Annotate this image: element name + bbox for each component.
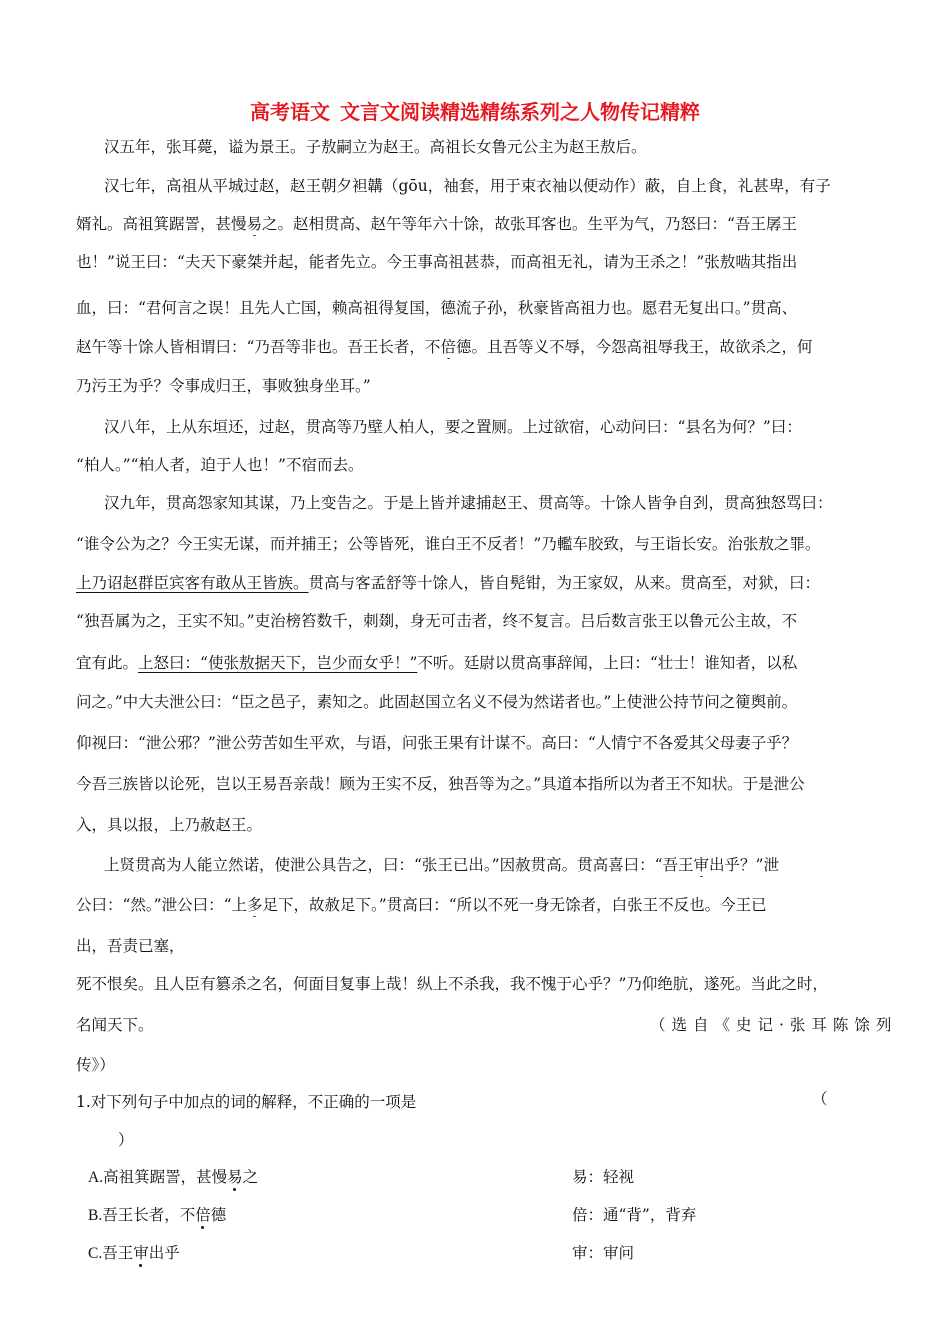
answer-paren-close: ） — [118, 1131, 134, 1149]
passage-line: 血，曰：“君何言之误！且先人亡国，赖高祖得复国，德流子孙，秋豪皆高祖力也。愿君无复出口。”贯高、 — [76, 299, 798, 317]
option-c: C.吾王审出乎 — [88, 1244, 180, 1262]
option-b-explanation: 倍：通“背”，背弃 — [572, 1206, 697, 1224]
passage-line: 死不恨矣。且人臣有篡杀之名，何面目复事上哉！纵上不杀我，我不愧于心乎？”乃仰绝肮，遂死。当此之时， — [76, 975, 828, 993]
passage-line: 出，吾责已塞， — [76, 937, 185, 955]
passage-line: “柏人。”“柏人者，迫于人也！”不宿而去。 — [76, 456, 364, 474]
passage-line: 仰视曰：“泄公邪？”泄公劳苦如生平欢，与语，问张王果有计谋不。高曰：“人情宁不各爱其父母妻子乎？ — [76, 734, 798, 752]
answer-paren-open: （ — [812, 1090, 828, 1108]
option-a-explanation: 易：轻视 — [572, 1168, 635, 1186]
passage-line: 入，具以报，上乃赦赵王。 — [76, 816, 263, 834]
dotted-word: 审 — [133, 1244, 149, 1262]
option-c-explanation: 审：审问 — [572, 1244, 635, 1262]
passage-line: “独吾属为之，王实不知。”吏治榜笞数千，刺剟，身无可击者，终不复言。吕后数言张王以鲁元公主故，不 — [76, 612, 798, 630]
option-b: B.吾王长者，不倍德 — [88, 1206, 227, 1224]
passage-line: 上贤贯高为人能立然诺，使泄公具告之，曰：“张王已出。”因赦贯高。贯高喜曰：“吾王审出乎？”泄 — [104, 856, 779, 874]
passage-line: “谁令公为之？今王实无谋，而并捕王；公等皆死，谁白王不反者！”乃轞车胶致，与王诣长安。治张敖之罪。 — [76, 535, 821, 553]
dotted-word: 易 — [246, 215, 263, 233]
passage-line: 名闻天下。 — [76, 1016, 154, 1034]
passage-line: 赵午等十馀人皆相谓曰：“乃吾等非也。吾王长者，不倍德。且吾等义不辱，今怨高祖辱我王，故欲杀之，何 — [76, 338, 813, 356]
question-stem: 1.对下列句子中加点的词的解释，不正确的一项是 — [76, 1093, 417, 1111]
underlined-sentence-2: 上怒曰：“使张敖据天下，岂少而女乎！” — [138, 654, 418, 672]
title-part-2: 文言文阅读精选精练系列之人物传记精粹 — [340, 100, 700, 124]
passage-line: 宜有此。上怒曰：“使张敖据天下，岂少而女乎！”不听。廷尉以贯高事辞闻，上曰：“壮士！谁知者，以私 — [76, 654, 798, 672]
dotted-word: 审 — [693, 856, 710, 874]
passage-line: 汉八年，上从东垣还，过赵，贯高等乃壁人柏人，要之置厕。上过欲宿，心动问曰：“县名为何？”曰： — [104, 418, 802, 436]
option-a: A.高祖箕踞詈，甚慢易之 — [88, 1168, 259, 1186]
dotted-word: 易 — [227, 1168, 243, 1186]
source-citation: （选自《史记·张耳陈馀列 — [650, 1016, 898, 1034]
title-part-1: 高考语文 — [250, 100, 330, 124]
passage-line: 也！”说王曰：“夫天下豪桀并起，能者先立。今王事高祖甚恭，而高祖无礼，请为王杀之！”张敖啮其指出 — [76, 253, 798, 271]
passage-line: 汉五年，张耳薨，谥为景王。子敖嗣立为赵王。高祖长女鲁元公主为赵王敖后。 — [104, 138, 647, 156]
underlined-sentence-1: 上乃诏赵群臣宾客有敢从王皆族。 — [76, 574, 309, 592]
passage-line: 汉九年，贯高怨家知其谋，乃上变告之。于是上皆并逮捕赵王、贯高等。十馀人皆争自刭，贯高独怒骂曰： — [104, 494, 833, 512]
dotted-word: 倍 — [440, 338, 456, 356]
passage-line: 今吾三族皆以论死，岂以王易吾亲哉！顾为王实不反，独吾等为之。”具道本指所以为者王不知状。于是泄公 — [76, 775, 805, 793]
source-citation-end: 传》） — [76, 1056, 115, 1074]
passage-line: 婿礼。高祖箕踞詈，甚慢易之。赵相贯高、赵午等年六十馀，故张耳客也。生平为气，乃怒曰：“吾王孱王 — [76, 215, 797, 233]
passage-line: 汉七年，高祖从平城过赵，赵王朝夕袒韝（gōu，袖套，用于束衣袖以便动作）蔽，自上食，礼甚卑，有子 — [104, 177, 831, 195]
dotted-word: 多 — [247, 896, 263, 914]
document-title — [0, 98, 950, 126]
dotted-word: 倍 — [195, 1206, 211, 1224]
passage-line: 公曰：“然。”泄公曰：“上多足下，故赦足下。”贯高曰：“所以不死一身无馀者，白张王不反也。今王已 — [76, 896, 767, 914]
passage-line: 问之。”中大夫泄公曰：“臣之邑子，素知之。此固赵国立名义不侵为然诺者也。”上使泄公持节问之箯舆前。 — [76, 693, 798, 711]
passage-line: 上乃诏赵群臣宾客有敢从王皆族。贯高与客孟舒等十馀人，皆自髡钳，为王家奴，从来。贯高至，对狱，曰： — [76, 574, 821, 592]
passage-line: 乃污王为乎？令事成归王，事败独身坐耳。” — [76, 377, 371, 395]
